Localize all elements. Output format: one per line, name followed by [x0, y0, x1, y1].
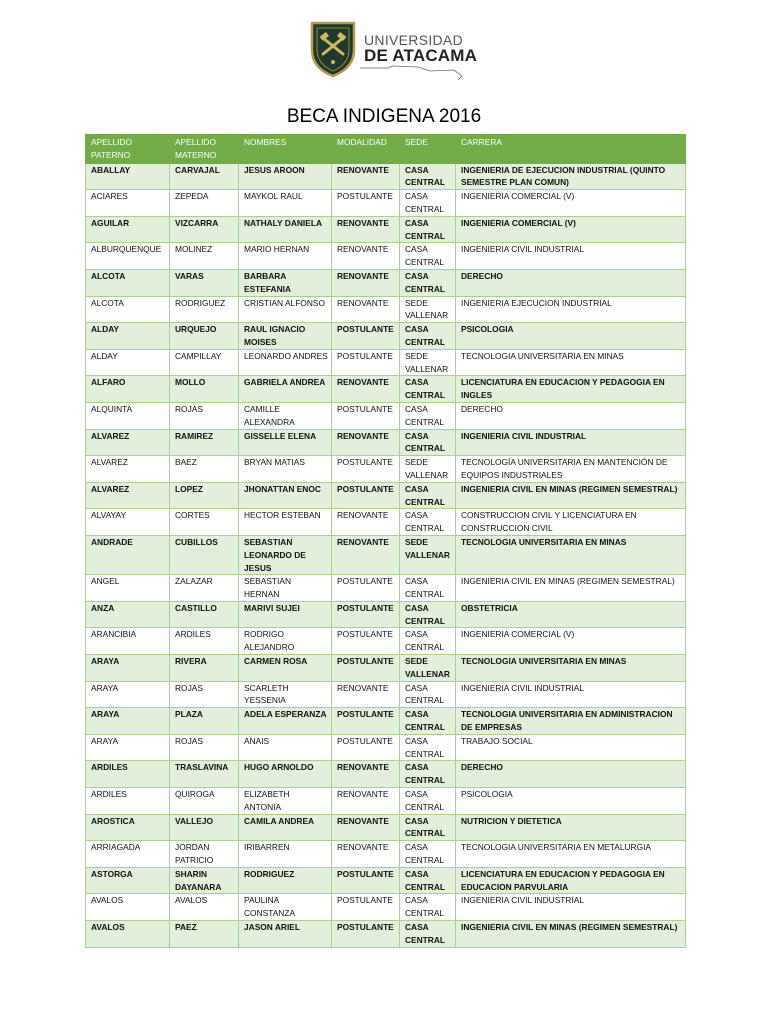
- cell-nombres: RODRIGO ALEJANDRO: [239, 628, 332, 655]
- cell-carrera: DERECHO: [456, 761, 686, 788]
- cell-apellido-paterno: ALVAREZ: [86, 429, 170, 456]
- column-header-nombres: NOMBRES: [239, 135, 332, 164]
- cell-sede: CASA CENTRAL: [400, 323, 456, 350]
- page-title: BECA INDIGENA 2016: [286, 106, 482, 127]
- cell-apellido-paterno: AVALOS: [86, 921, 170, 948]
- cell-nombres: SCARLETH YESSENIA: [239, 681, 332, 708]
- cell-modalidad: POSTULANTE: [332, 867, 400, 894]
- cell-carrera: INGENIERIA DE EJECUCION INDUSTRIAL (QUINTO SEMESTRE PLAN COMUN): [456, 163, 686, 190]
- table-row: [86, 429, 686, 456]
- university-logo: [308, 20, 478, 82]
- cell-nombres: JHONATTAN ENOC: [239, 482, 332, 509]
- cell-apellido-materno: CARVAJAL: [170, 163, 239, 190]
- cell-apellido-materno: ROJAS: [170, 402, 239, 429]
- cell-modalidad: RENOVANTE: [332, 535, 400, 574]
- cell-modalidad: POSTULANTE: [332, 190, 400, 217]
- table-row: [86, 323, 686, 350]
- cell-apellido-paterno: ARANCIBIA: [86, 628, 170, 655]
- cell-modalidad: RENOVANTE: [332, 296, 400, 323]
- cell-apellido-materno: CORTES: [170, 509, 239, 536]
- cell-modalidad: RENOVANTE: [332, 761, 400, 788]
- cell-modalidad: POSTULANTE: [332, 601, 400, 628]
- cell-apellido-materno: VARAS: [170, 269, 239, 296]
- cell-apellido-paterno: ARAYA: [86, 681, 170, 708]
- cell-modalidad: POSTULANTE: [332, 655, 400, 682]
- cell-apellido-materno: LOPEZ: [170, 482, 239, 509]
- cell-apellido-paterno: ALDAY: [86, 349, 170, 376]
- cell-sede: CASA CENTRAL: [400, 601, 456, 628]
- table-row: [86, 190, 686, 217]
- cell-sede: SEDE VALLENAR: [400, 655, 456, 682]
- cell-apellido-materno: QUIROGA: [170, 788, 239, 815]
- cell-nombres: LEONARDO ANDRES: [239, 349, 332, 376]
- cell-apellido-paterno: ANGEL: [86, 575, 170, 602]
- cell-nombres: HECTOR ESTEBAN: [239, 509, 332, 536]
- logo-university-text: UNIVERSIDAD: [364, 32, 463, 48]
- cell-nombres: ADELA ESPERANZA: [239, 708, 332, 735]
- cell-apellido-materno: JORDAN PATRICIO: [170, 841, 239, 868]
- cell-carrera: LICENCIATURA EN EDUCACION Y PEDAGOGIA EN EDUCACION PARVULARIA: [456, 867, 686, 894]
- cell-sede: CASA CENTRAL: [400, 708, 456, 735]
- cell-modalidad: POSTULANTE: [332, 628, 400, 655]
- cell-apellido-paterno: AGUILAR: [86, 216, 170, 243]
- cell-modalidad: POSTULANTE: [332, 456, 400, 483]
- cell-carrera: INGENIERIA CIVIL INDUSTRIAL: [456, 681, 686, 708]
- cell-apellido-paterno: ANDRADE: [86, 535, 170, 574]
- table-row: [86, 841, 686, 868]
- column-header-apellido-paterno: APELLIDO PATERNO: [86, 135, 170, 164]
- table-row: [86, 376, 686, 403]
- cell-apellido-paterno: ARRIAGADA: [86, 841, 170, 868]
- cell-apellido-materno: MOLINEZ: [170, 243, 239, 270]
- cell-sede: CASA CENTRAL: [400, 243, 456, 270]
- cell-apellido-materno: RODRIGUEZ: [170, 296, 239, 323]
- cell-carrera: INGENIERIA CIVIL EN MINAS (REGIMEN SEMESTRAL): [456, 482, 686, 509]
- table-row: [86, 349, 686, 376]
- cell-carrera: NUTRICION Y DIETETICA: [456, 814, 686, 841]
- cell-sede: CASA CENTRAL: [400, 788, 456, 815]
- cell-modalidad: POSTULANTE: [332, 734, 400, 761]
- cell-apellido-paterno: AVALOS: [86, 894, 170, 921]
- cell-modalidad: POSTULANTE: [332, 402, 400, 429]
- cell-modalidad: RENOVANTE: [332, 163, 400, 190]
- cell-apellido-materno: TRASLAVINA: [170, 761, 239, 788]
- cell-sede: CASA CENTRAL: [400, 190, 456, 217]
- cell-apellido-paterno: ALVAYAY: [86, 509, 170, 536]
- cell-modalidad: RENOVANTE: [332, 376, 400, 403]
- cell-nombres: RODRIGUEZ: [239, 867, 332, 894]
- cell-carrera: PSICOLOGIA: [456, 323, 686, 350]
- cell-modalidad: POSTULANTE: [332, 323, 400, 350]
- table-row: [86, 788, 686, 815]
- cell-sede: CASA CENTRAL: [400, 841, 456, 868]
- cell-apellido-materno: ZEPEDA: [170, 190, 239, 217]
- cell-apellido-materno: BAEZ: [170, 456, 239, 483]
- cell-apellido-paterno: ARDILES: [86, 788, 170, 815]
- logo-underline-decoration: [358, 64, 468, 82]
- cell-carrera: TECNOLOGIA UNIVERSITARIA EN MINAS: [456, 349, 686, 376]
- cell-nombres: MARIVI SUJEI: [239, 601, 332, 628]
- cell-apellido-paterno: ALVAREZ: [86, 482, 170, 509]
- cell-sede: CASA CENTRAL: [400, 575, 456, 602]
- cell-apellido-paterno: AROSTICA: [86, 814, 170, 841]
- cell-carrera: INGENIERIA COMERCIAL (V): [456, 628, 686, 655]
- cell-carrera: INGENIERIA EJECUCION INDUSTRIAL: [456, 296, 686, 323]
- cell-apellido-materno: PAEZ: [170, 921, 239, 948]
- cell-nombres: CAMILLE ALEXANDRA: [239, 402, 332, 429]
- cell-carrera: INGENIERIA CIVIL INDUSTRIAL: [456, 243, 686, 270]
- table-row: [86, 296, 686, 323]
- cell-apellido-materno: SHARIN DAYANARA: [170, 867, 239, 894]
- cell-sede: CASA CENTRAL: [400, 761, 456, 788]
- cell-sede: SEDE VALLENAR: [400, 349, 456, 376]
- cell-nombres: BRYAN MATIAS: [239, 456, 332, 483]
- table-row: [86, 163, 686, 190]
- cell-modalidad: RENOVANTE: [332, 509, 400, 536]
- cell-carrera: TECNOLOGIA UNIVERSITARIA EN MINAS: [456, 655, 686, 682]
- cell-sede: CASA CENTRAL: [400, 628, 456, 655]
- cell-apellido-materno: MOLLO: [170, 376, 239, 403]
- cell-nombres: BARBARA ESTEFANIA: [239, 269, 332, 296]
- cell-apellido-paterno: ALCOTA: [86, 269, 170, 296]
- cell-sede: SEDE VALLENAR: [400, 456, 456, 483]
- cell-apellido-paterno: ABALLAY: [86, 163, 170, 190]
- cell-apellido-paterno: ARAYA: [86, 734, 170, 761]
- cell-sede: SEDE VALLENAR: [400, 535, 456, 574]
- cell-apellido-paterno: ARAYA: [86, 708, 170, 735]
- column-header-sede: SEDE: [400, 135, 456, 164]
- table-row: [86, 734, 686, 761]
- cell-carrera: INGENIERIA CIVIL INDUSTRIAL: [456, 429, 686, 456]
- cell-apellido-materno: CAMPILLAY: [170, 349, 239, 376]
- cell-apellido-materno: ARDILES: [170, 628, 239, 655]
- cell-sede: CASA CENTRAL: [400, 894, 456, 921]
- table-body: [86, 163, 686, 947]
- table-row: [86, 269, 686, 296]
- column-header-carrera: CARRERA: [456, 135, 686, 164]
- table-row: [86, 867, 686, 894]
- cell-nombres: JESUS AROON: [239, 163, 332, 190]
- cell-nombres: GISSELLE ELENA: [239, 429, 332, 456]
- table-row: [86, 402, 686, 429]
- cell-nombres: CRISTIAN ALFONSO: [239, 296, 332, 323]
- logo-atacama-text: DE ATACAMA: [364, 46, 478, 65]
- table-row: [86, 894, 686, 921]
- cell-apellido-paterno: ALCOTA: [86, 296, 170, 323]
- cell-modalidad: POSTULANTE: [332, 894, 400, 921]
- cell-nombres: ANAIS: [239, 734, 332, 761]
- cell-sede: CASA CENTRAL: [400, 734, 456, 761]
- cell-apellido-paterno: ACIARES: [86, 190, 170, 217]
- cell-apellido-materno: VIZCARRA: [170, 216, 239, 243]
- table-header-row: [86, 135, 686, 164]
- cell-modalidad: POSTULANTE: [332, 349, 400, 376]
- table-row: [86, 921, 686, 948]
- cell-nombres: GABRIELA ANDREA: [239, 376, 332, 403]
- table-row: [86, 535, 686, 574]
- cell-apellido-paterno: ALQUINTA: [86, 402, 170, 429]
- cell-sede: CASA CENTRAL: [400, 376, 456, 403]
- cell-sede: CASA CENTRAL: [400, 814, 456, 841]
- cell-apellido-materno: CUBILLOS: [170, 535, 239, 574]
- cell-apellido-materno: VALLEJO: [170, 814, 239, 841]
- cell-apellido-materno: URQUEJO: [170, 323, 239, 350]
- cell-apellido-paterno: ARDILES: [86, 761, 170, 788]
- cell-apellido-materno: ZALAZAR: [170, 575, 239, 602]
- cell-carrera: PSICOLOGIA: [456, 788, 686, 815]
- table-row: [86, 216, 686, 243]
- table-row: [86, 708, 686, 735]
- cell-nombres: HUGO ARNOLDO: [239, 761, 332, 788]
- cell-carrera: LICENCIATURA EN EDUCACION Y PEDAGOGIA EN INGLES: [456, 376, 686, 403]
- cell-sede: CASA CENTRAL: [400, 681, 456, 708]
- cell-nombres: RAUL IGNACIO MOISES: [239, 323, 332, 350]
- cell-sede: CASA CENTRAL: [400, 429, 456, 456]
- table-row: [86, 814, 686, 841]
- cell-modalidad: POSTULANTE: [332, 575, 400, 602]
- cell-sede: CASA CENTRAL: [400, 921, 456, 948]
- cell-apellido-paterno: ALBURQUENQUE: [86, 243, 170, 270]
- cell-modalidad: POSTULANTE: [332, 921, 400, 948]
- cell-nombres: ELIZABETH ANTONIA: [239, 788, 332, 815]
- cell-nombres: IRIBARREN: [239, 841, 332, 868]
- cell-carrera: DERECHO: [456, 402, 686, 429]
- cell-carrera: TECNOLOGIA UNIVERSITARIA EN METALURGIA: [456, 841, 686, 868]
- cell-sede: CASA CENTRAL: [400, 867, 456, 894]
- cell-nombres: CAMILA ANDREA: [239, 814, 332, 841]
- cell-apellido-paterno: ANZA: [86, 601, 170, 628]
- cell-sede: CASA CENTRAL: [400, 269, 456, 296]
- cell-modalidad: RENOVANTE: [332, 243, 400, 270]
- cell-sede: CASA CENTRAL: [400, 163, 456, 190]
- column-header-apellido-materno: APELLIDO MATERNO: [170, 135, 239, 164]
- cell-carrera: TECNOLOGIA UNIVERSITARIA EN ADMINISTRACION DE EMPRESAS: [456, 708, 686, 735]
- table-row: [86, 243, 686, 270]
- table-row: [86, 456, 686, 483]
- table-row: [86, 761, 686, 788]
- cell-sede: CASA CENTRAL: [400, 482, 456, 509]
- table-row: [86, 509, 686, 536]
- cell-sede: CASA CENTRAL: [400, 509, 456, 536]
- cell-apellido-materno: AVALOS: [170, 894, 239, 921]
- cell-modalidad: POSTULANTE: [332, 708, 400, 735]
- cell-nombres: SEBASTIAN HERNAN: [239, 575, 332, 602]
- cell-nombres: SEBASTIAN LEONARDO DE JESUS: [239, 535, 332, 574]
- cell-apellido-paterno: ALFARO: [86, 376, 170, 403]
- table-row: [86, 601, 686, 628]
- cell-carrera: INGENIERIA COMERCIAL (V): [456, 216, 686, 243]
- cell-nombres: MARIO HERNAN: [239, 243, 332, 270]
- cell-modalidad: RENOVANTE: [332, 429, 400, 456]
- cell-sede: CASA CENTRAL: [400, 216, 456, 243]
- cell-nombres: NATHALY DANIELA: [239, 216, 332, 243]
- cell-carrera: TECNOLOGÍA UNIVERSITARIA EN MANTENCIÓN DE EQUIPOS INDUSTRIALES: [456, 456, 686, 483]
- cell-modalidad: RENOVANTE: [332, 814, 400, 841]
- cell-carrera: INGENIERIA CIVIL INDUSTRIAL: [456, 894, 686, 921]
- cell-carrera: TECNOLOGIA UNIVERSITARIA EN MINAS: [456, 535, 686, 574]
- cell-carrera: INGENIERIA CIVIL EN MINAS (REGIMEN SEMESTRAL): [456, 921, 686, 948]
- cell-nombres: JASON ARIEL: [239, 921, 332, 948]
- cell-sede: SEDE VALLENAR: [400, 296, 456, 323]
- cell-modalidad: POSTULANTE: [332, 482, 400, 509]
- cell-apellido-materno: CASTILLO: [170, 601, 239, 628]
- cell-apellido-paterno: ARAYA: [86, 655, 170, 682]
- column-header-modalidad: MODALIDAD: [332, 135, 400, 164]
- table-row: [86, 655, 686, 682]
- cell-apellido-materno: RAMIREZ: [170, 429, 239, 456]
- cell-nombres: PAULINA CONSTANZA: [239, 894, 332, 921]
- cell-carrera: INGENIERIA CIVIL EN MINAS (REGIMEN SEMESTRAL): [456, 575, 686, 602]
- cell-modalidad: RENOVANTE: [332, 216, 400, 243]
- cell-modalidad: RENOVANTE: [332, 841, 400, 868]
- table-row: [86, 575, 686, 602]
- table-row: [86, 482, 686, 509]
- cell-nombres: CARMEN ROSA: [239, 655, 332, 682]
- cell-carrera: TRABAJO SOCIAL: [456, 734, 686, 761]
- cell-sede: CASA CENTRAL: [400, 402, 456, 429]
- scholarship-table: [85, 134, 686, 948]
- shield-crest-icon: [308, 20, 358, 78]
- cell-apellido-paterno: ASTORGA: [86, 867, 170, 894]
- cell-nombres: MAYKOL RAUL: [239, 190, 332, 217]
- cell-apellido-paterno: ALVAREZ: [86, 456, 170, 483]
- cell-modalidad: RENOVANTE: [332, 681, 400, 708]
- table-row: [86, 628, 686, 655]
- cell-apellido-materno: ROJAS: [170, 681, 239, 708]
- cell-modalidad: RENOVANTE: [332, 788, 400, 815]
- cell-carrera: DERECHO: [456, 269, 686, 296]
- cell-carrera: CONSTRUCCION CIVIL Y LICENCIATURA EN CONSTRUCCION CIVIL: [456, 509, 686, 536]
- cell-carrera: INGENIERIA COMERCIAL (V): [456, 190, 686, 217]
- cell-apellido-paterno: ALDAY: [86, 323, 170, 350]
- cell-apellido-materno: RIVERA: [170, 655, 239, 682]
- table-row: [86, 681, 686, 708]
- cell-apellido-materno: ROJAS: [170, 734, 239, 761]
- cell-apellido-materno: PLAZA: [170, 708, 239, 735]
- cell-modalidad: RENOVANTE: [332, 269, 400, 296]
- cell-carrera: OBSTETRICIA: [456, 601, 686, 628]
